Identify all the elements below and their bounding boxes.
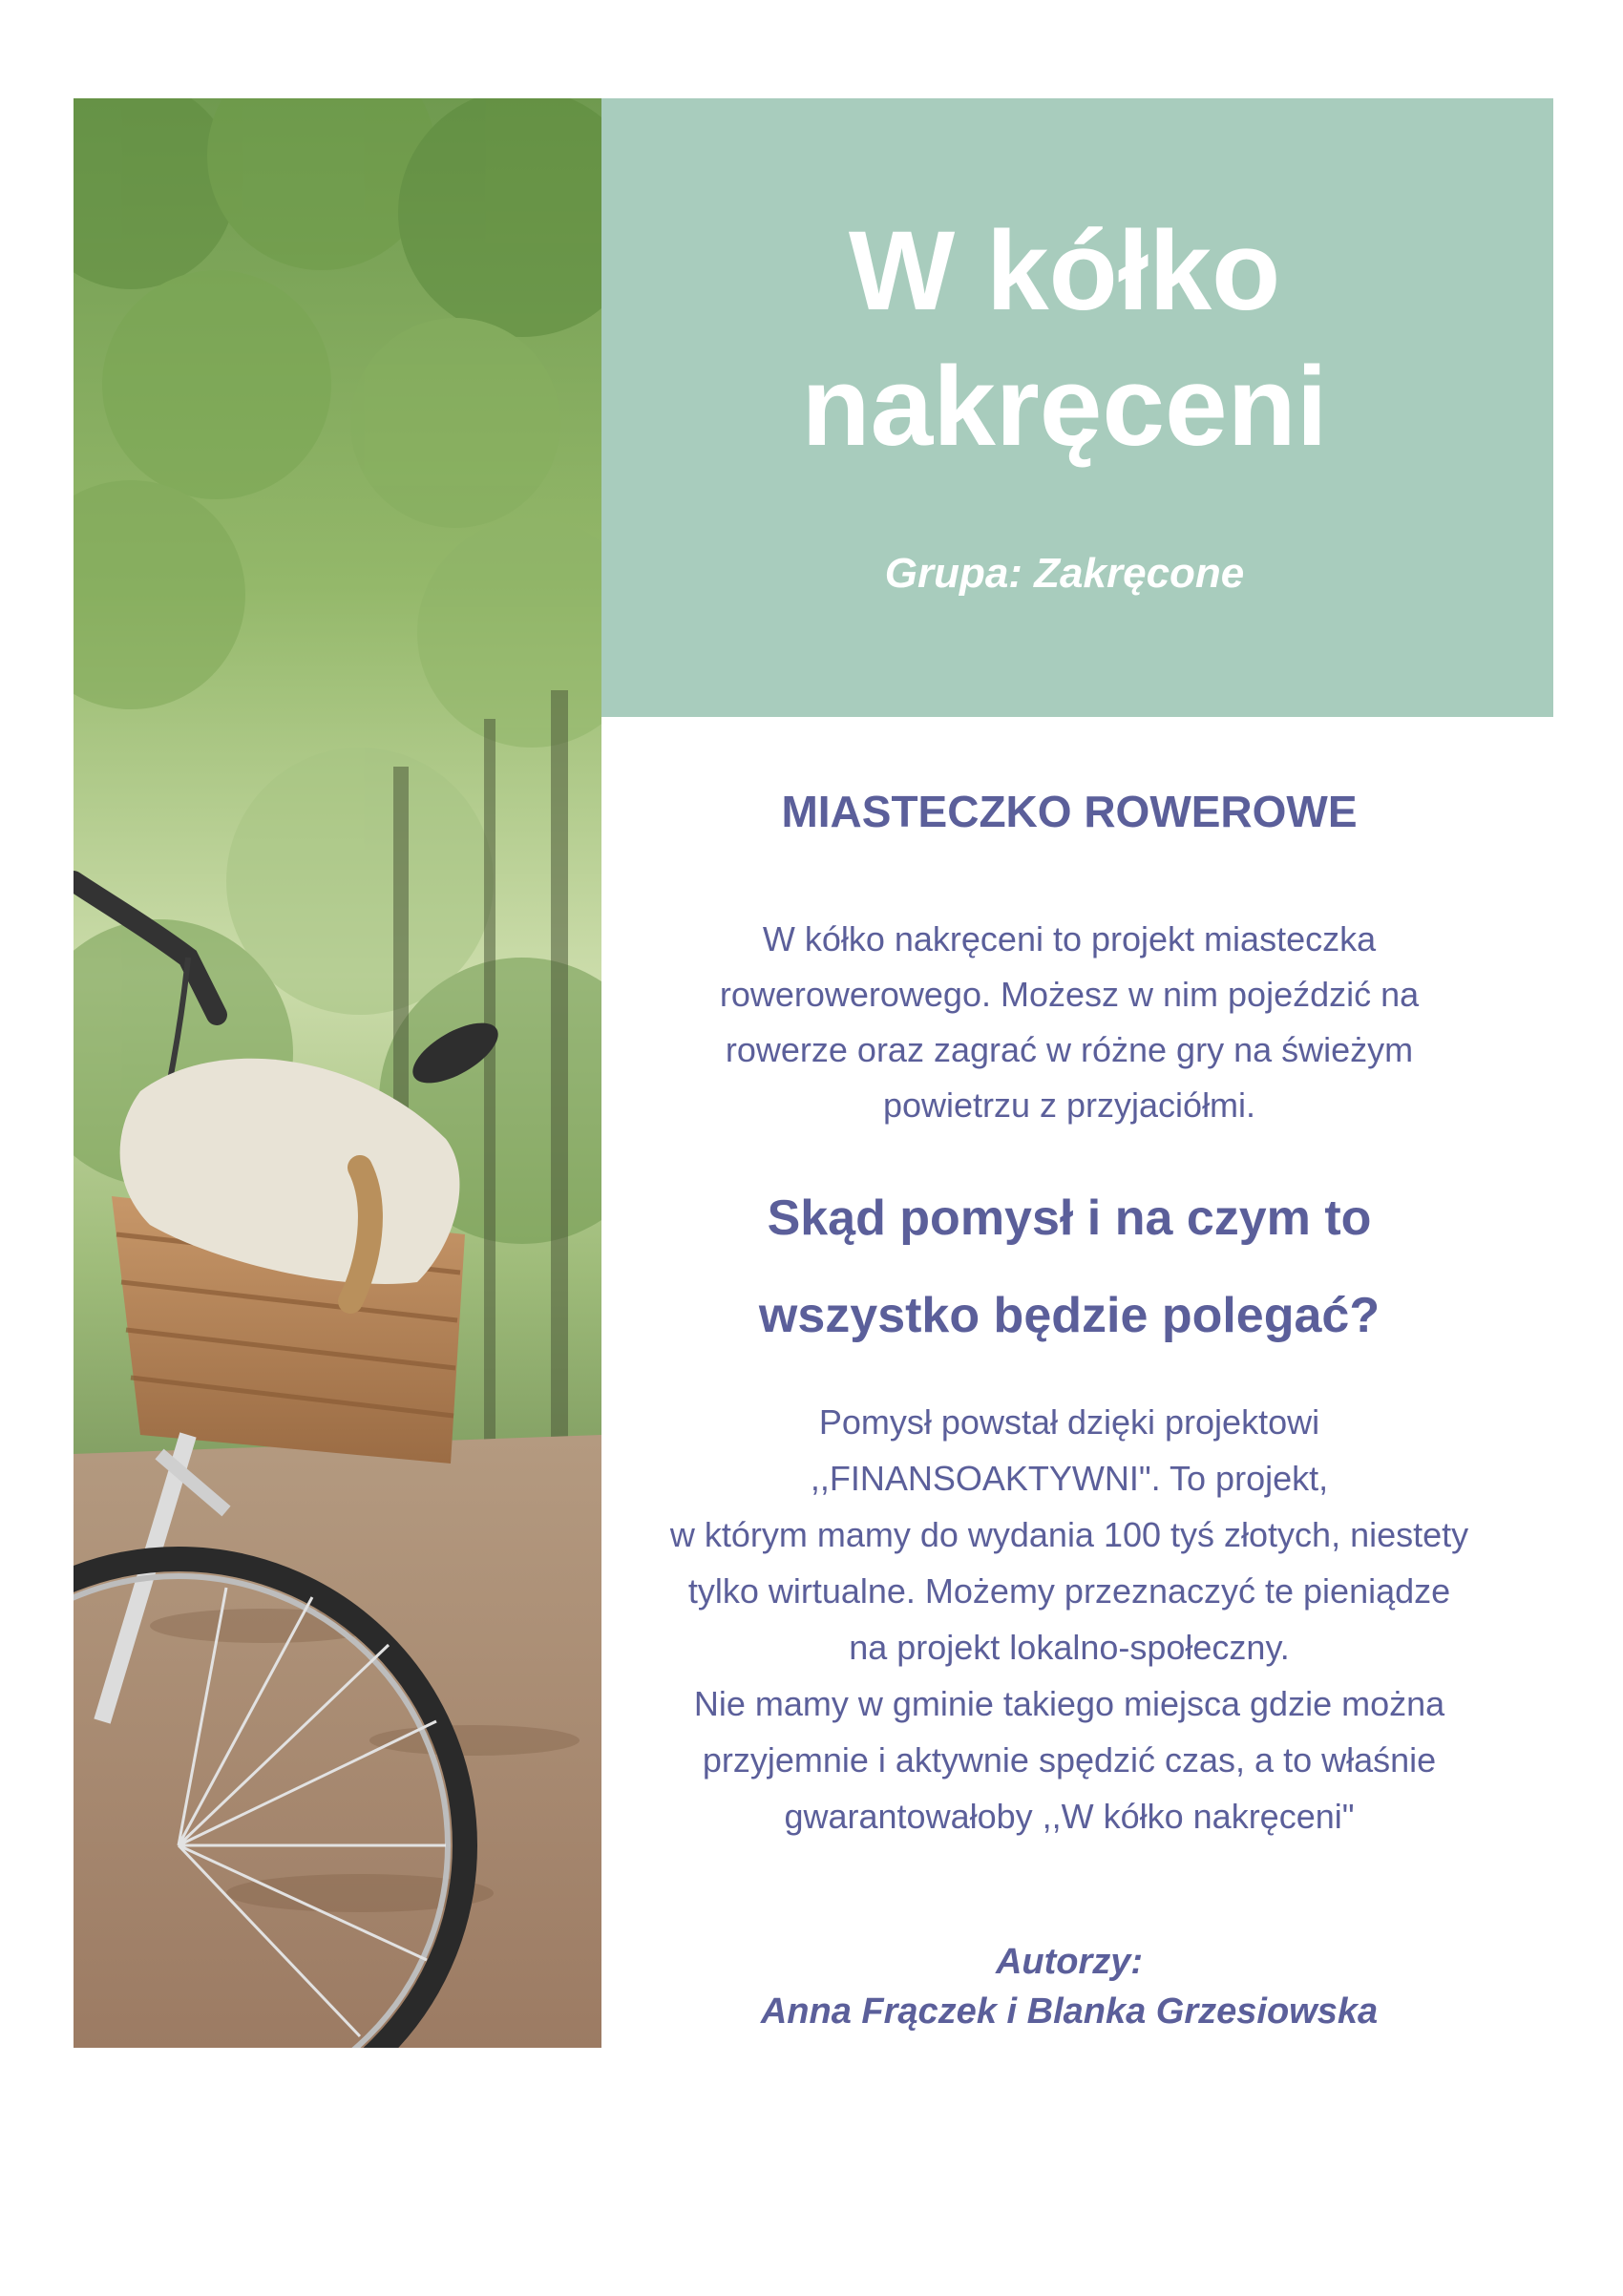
section-heading: MIASTECZKO ROWEROWE (781, 787, 1358, 836)
bicycle-forest-photo (74, 98, 601, 2048)
body-paragraph: Pomysł powstał dzięki projektowi ,,FINANSOAKTYWNI". To projekt, w którym mamy do wydania 100 tyś złotych, niestety tylko wirtualne. Możemy przeznaczyć te pieniądze na projekt lokalno-społeczny. Nie mamy w gminie takiego miejsca gdzie można przyjemnie i aktywnie spędzić czas, a to właśnie gwarantowałoby ,,W kółko nakręceni" (669, 1402, 1469, 1836)
question-heading: Skąd pomysł i na czym to wszystko będzie polegać? (758, 1190, 1381, 1343)
authors-names: Anna Frączek i Blanka Grzesiowska (760, 1991, 1379, 2032)
header-banner (601, 98, 1553, 717)
authors-label: Autorzy: (995, 1942, 1144, 1982)
intro-paragraph: W kółko nakręceni to projekt miasteczka rowerowerowego. Możesz w nim pojeździć na rowerze oraz zagrać w różne gry na świeżym powietrzu z przyjaciółmi. (719, 919, 1420, 1125)
group-name: Grupa: Zakręcone (884, 550, 1245, 597)
page-title: W kółko nakręceni (801, 208, 1328, 470)
